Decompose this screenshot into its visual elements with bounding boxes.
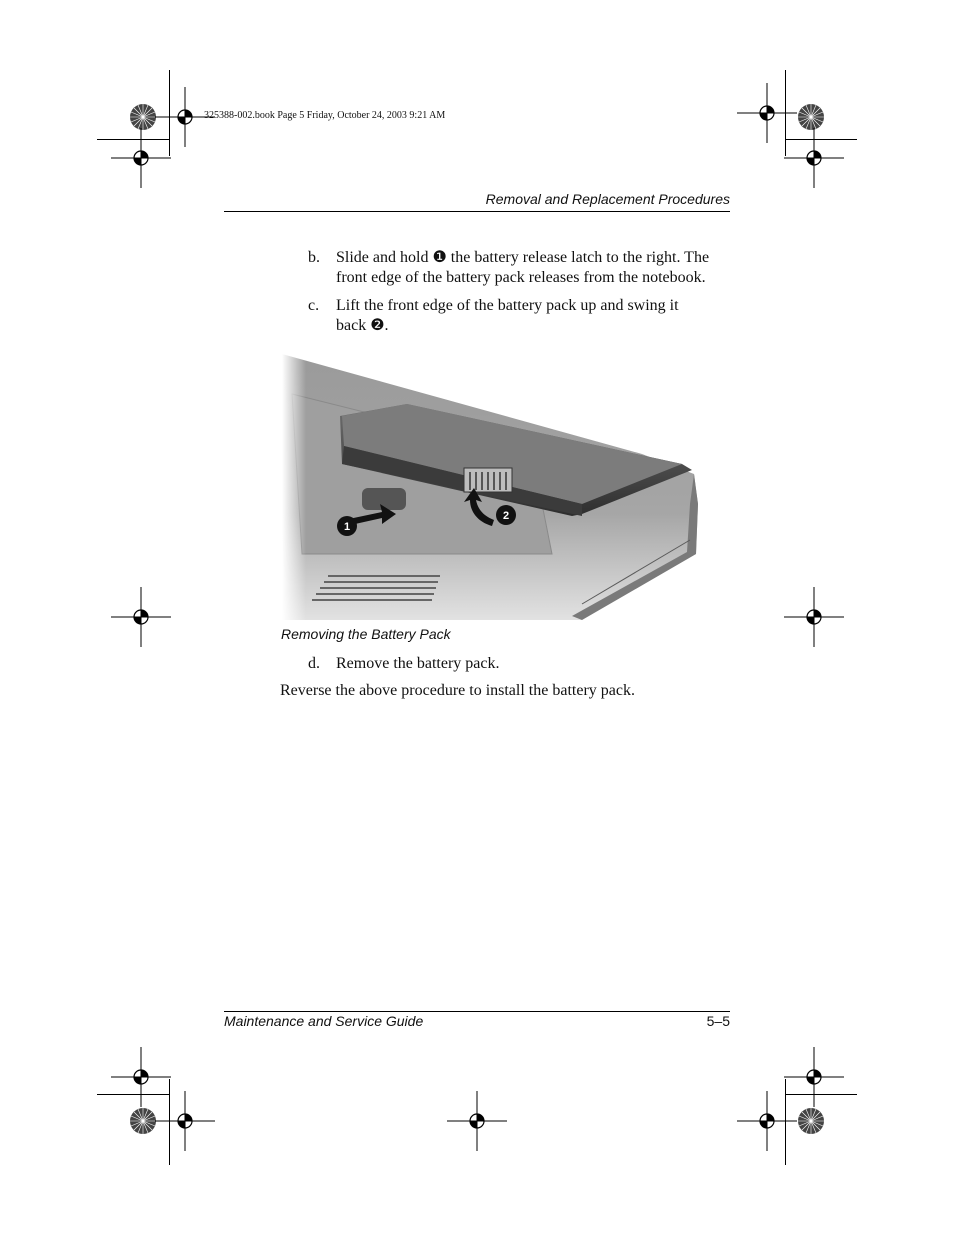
callout-2: 2 <box>502 510 510 522</box>
step-line: back ❷. <box>336 317 389 334</box>
callout-1: 1 <box>343 521 351 533</box>
step-letter: c. <box>308 297 320 314</box>
print-slug: 325388-002.book Page 5 Friday, October 24, 2003 9:21 AM <box>204 110 446 121</box>
header-rule <box>224 211 730 212</box>
step-text <box>336 248 736 288</box>
step-line: Lift the front edge of the battery pack up and swing it <box>336 297 679 314</box>
page-number: 5–5 <box>706 1013 730 1029</box>
step-text <box>336 654 736 674</box>
step-line: Remove the battery pack. <box>336 655 500 672</box>
step-line: front edge of the battery pack releases from the notebook. <box>336 269 706 286</box>
step-text <box>336 296 736 336</box>
footer-rule <box>224 1011 730 1012</box>
step-letter: b. <box>308 249 320 266</box>
step-line: Slide and hold ❶ the battery release latch to the right. The <box>336 249 710 266</box>
running-header: Removal and Replacement Procedures <box>485 191 730 207</box>
footer-guide-title: Maintenance and Service Guide <box>224 1013 424 1029</box>
body-paragraph: Reverse the above procedure to install the battery pack. <box>280 682 635 699</box>
figure-caption: Removing the Battery Pack <box>281 626 451 642</box>
battery-removal-illustration <box>282 354 700 620</box>
step-letter: d. <box>308 655 320 672</box>
